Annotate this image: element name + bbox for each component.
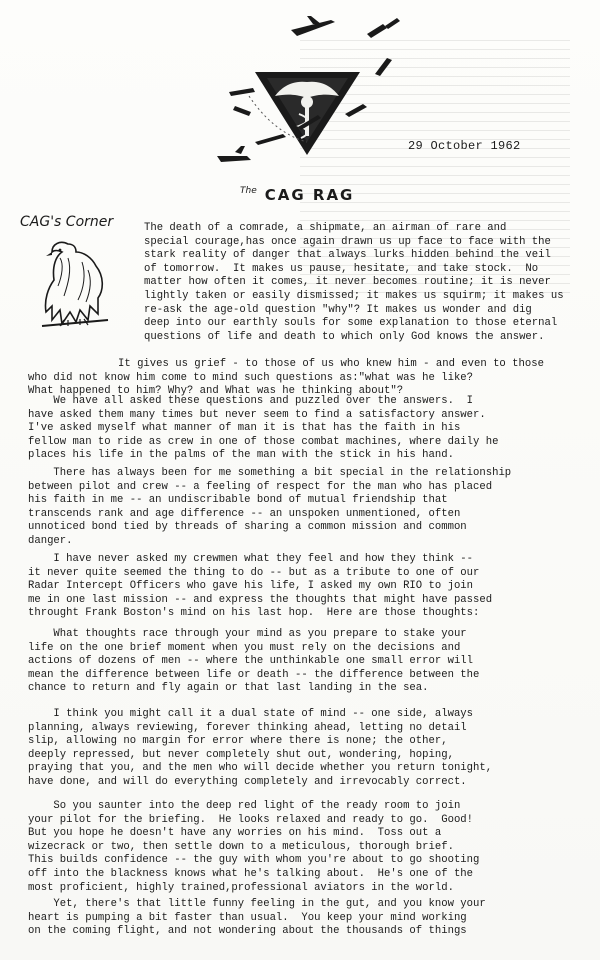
text-line: So you saunter into the deep red light of the ready room to join (28, 800, 461, 812)
text-line: me in one last mission -- and express the thoughts that might have passed (28, 593, 493, 606)
paragraph-6 (28, 708, 492, 790)
text-line: danger. (28, 534, 73, 547)
text-line: I've asked myself what manner of man it is that has the faith in his (28, 422, 461, 435)
title-text: CAG RAG (264, 186, 355, 204)
section-heading: CAG's Corner (20, 214, 114, 230)
text-line: deep into our earthly souls for some explanation to those eternal (144, 317, 558, 330)
text-line: The death of a comrade, a shipmate, an airman of rare and (144, 222, 507, 234)
text-line: fellow man to ride as crew in one of those combat machines, where daily he (28, 435, 499, 448)
text-line: I have never asked my crewmen what they feel and how they think -- (28, 553, 474, 565)
text-line: matter how often it comes, it never becomes routine; it is never (144, 276, 551, 289)
text-line: places his life in the palms of the man with the stick in his hand. (28, 449, 454, 462)
text-line: What thoughts race through your mind as you prepare to stake your (28, 628, 467, 640)
text-line: most proficient, highly trained,professional aviators in the world. (28, 881, 454, 894)
text-line: There has always been for me something a bit special in the relationship (28, 467, 512, 479)
paragraph-1-bottom (28, 358, 544, 399)
paragraph-7 (28, 800, 479, 895)
text-line: have done, and will do everything completely and irrevocably correct. (28, 775, 467, 788)
text-line: it never quite seemed the thing to do -- but as a tribute to one of our (28, 566, 480, 579)
text-line: Radar Intercept Officers who gave his life, I asked my own RIO to join (28, 580, 474, 593)
text-line: re-ask the age-old question "why"? It makes us wonder and dig (144, 303, 532, 316)
text-line: It gives us grief - to those of us who knew him - and even to those (118, 358, 544, 370)
text-line: wizecrack or two, then settle down to a meticulous, thorough brief. (28, 840, 454, 853)
text-line: slip, allowing no margin for error where there is none; the other, (28, 735, 448, 748)
text-line: unnoticed bond tied by threads of sharing a common mission and common (28, 521, 467, 534)
text-line: stark reality of danger that always lurks hidden behind the veil (144, 249, 551, 262)
text-line: special courage,has once again drawn us up face to face with the (144, 235, 551, 248)
squadron-emblem-with-jets-icon (195, 10, 415, 170)
text-line: actions of dozens of men -- where the unthinkable one small error will (28, 655, 474, 668)
text-line: lightly taken or easily dismissed; it makes us squirm; it makes us (144, 289, 564, 302)
text-line: off into the blackness knows what he's talking about. He's one of the (28, 867, 474, 880)
text-line: I think you might call it a dual state of mind -- one side, always (28, 708, 474, 720)
text-line: praying that you, and the men who will decide whether you return tonight, (28, 762, 493, 775)
text-line: transcends rank and age difference -- an unspoken unmentioned, often (28, 507, 461, 520)
text-line: Yet, there's that little funny feeling in the gut, and you know your (28, 898, 486, 910)
text-line: deeply repressed, but never completely shut out, wondering, hoping, (28, 748, 454, 761)
title-prefix: The (240, 186, 257, 196)
newsletter-title (240, 186, 354, 204)
text-line: your pilot for the briefing. He looks relaxed and ready to go. Good! (28, 813, 474, 826)
text-line: have asked them many times but never seem to find a satisfactory answer. (28, 408, 486, 421)
text-line: between pilot and crew -- a feeling of respect for the man who has placed (28, 480, 493, 493)
text-line: planning, always reviewing, forever thinking ahead, letting no detail (28, 721, 467, 734)
text-line: But you hope he doesn't have any worries on his mind. Toss out a (28, 827, 442, 840)
paragraph-4 (28, 553, 492, 621)
text-line: questions of life and death to which only God knows the answer. (144, 330, 545, 343)
text-line: who did not know him come to mind such questions as:"what was he like? (28, 371, 474, 384)
paragraph-5 (28, 628, 479, 696)
text-line: on the coming flight, and not wondering about the thousands of things (28, 925, 467, 938)
text-line: heart is pumping a bit faster than usual. You keep your mind working (28, 911, 467, 924)
issue-date: 29 October 1962 (408, 139, 521, 153)
paragraph-1-top (144, 222, 564, 344)
paragraph-8 (28, 898, 486, 939)
eagle-icon (38, 236, 112, 331)
text-line: his faith in me -- an undiscribable bond of mutual friendship that (28, 494, 448, 507)
paragraph-3 (28, 467, 511, 549)
text-line: We have all asked these questions and puzzled over the answers. I (28, 395, 474, 407)
text-line: chance to return and fly again or that last landing in the sea. (28, 682, 429, 695)
text-line: of tomorrow. It makes us pause, hesitate, and take stock. No (144, 262, 539, 275)
text-line: mean the difference between life or death -- the difference between the (28, 668, 480, 681)
text-line: This builds confidence -- the guy with whom you're about to go shooting (28, 854, 480, 867)
text-line: throught Frank Boston's mind on his last hop. Here are those thoughts: (28, 607, 480, 620)
text-line: What happened to him? Why? and What was he thinking about"? (28, 385, 404, 398)
text-line: life on the one brief moment when you must rely on the decisions and (28, 641, 461, 654)
paragraph-2 (28, 395, 498, 463)
